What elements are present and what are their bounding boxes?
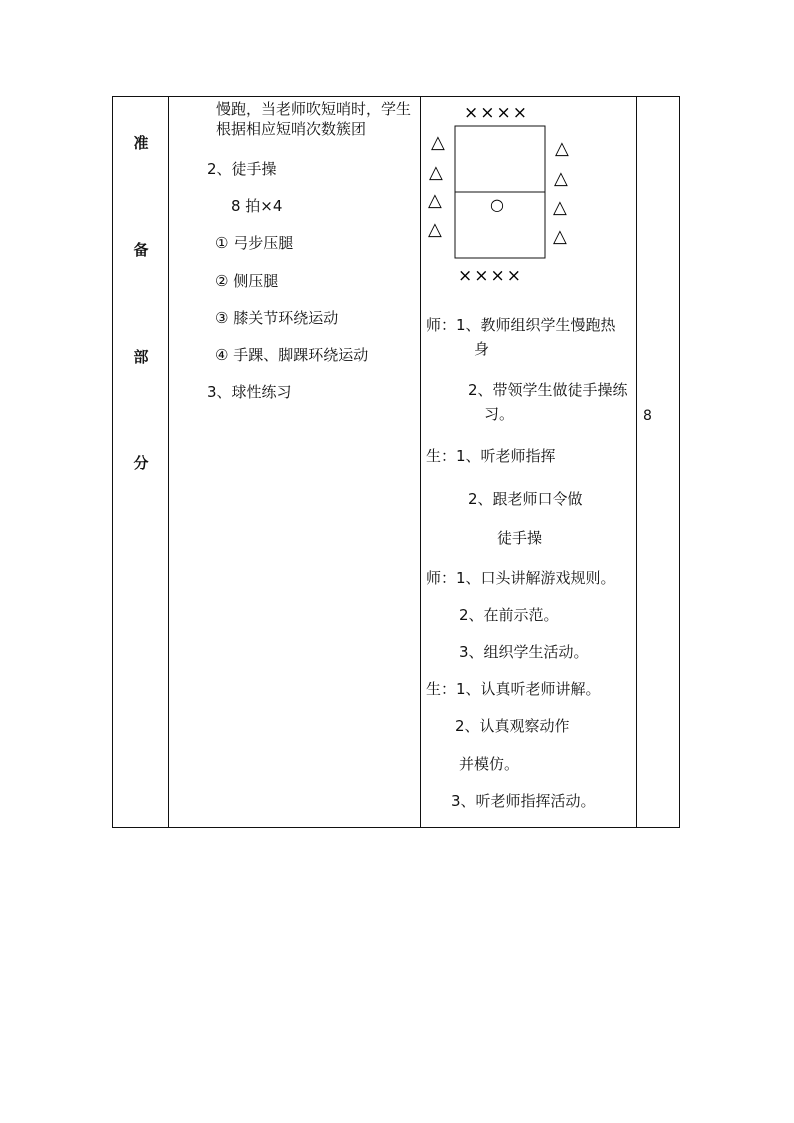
column-divider <box>636 96 637 828</box>
triangle-marker: △ <box>553 226 567 247</box>
content-item-2: 2、徒手操 <box>207 160 277 178</box>
org-student-line: 2、跟老师口令做 <box>468 490 583 508</box>
org-teacher-line: 师：1、教师组织学生慢跑热 <box>426 316 616 334</box>
exercise-item: ① 弓步压腿 <box>215 234 294 252</box>
org-teacher-line: 师：1、口头讲解游戏规则。 <box>426 569 616 587</box>
org-student-line: 并模仿。 <box>459 755 520 773</box>
org-student-line: 2、认真观察动作 <box>455 717 570 735</box>
time-minutes: 8 <box>643 408 652 424</box>
exercise-item: ③ 膝关节环绕运动 <box>215 309 339 327</box>
org-student-line: 徒手操 <box>497 529 543 547</box>
triangle-marker: △ <box>428 219 442 240</box>
section-char: 准 <box>133 134 149 152</box>
ball-marker: ○ <box>490 195 504 214</box>
org-teacher-line: 2、在前示范。 <box>459 606 559 624</box>
org-teacher-line: 2、带领学生做徒手操练 <box>468 381 628 399</box>
triangle-marker: △ <box>554 168 568 189</box>
org-student-line: 生：1、认真听老师讲解。 <box>426 680 601 698</box>
player-row-bottom: ×××× <box>458 266 523 286</box>
content-item-3: 3、球性练习 <box>207 383 292 401</box>
content-intro: 慢跑，当老师吹短哨时，学生根据相应短哨次数簇团 <box>216 100 412 138</box>
triangle-marker: △ <box>428 190 442 211</box>
org-teacher-line: 习。 <box>484 405 515 423</box>
triangle-marker: △ <box>431 132 445 153</box>
column-divider <box>168 96 169 828</box>
triangle-marker: △ <box>429 162 443 183</box>
section-char: 备 <box>133 241 149 259</box>
org-student-line: 生：1、听老师指挥 <box>426 447 556 465</box>
org-teacher-line: 身 <box>474 340 490 358</box>
section-char: 部 <box>133 348 149 366</box>
org-student-line: 3、听老师指挥活动。 <box>451 792 596 810</box>
field-diagram <box>420 96 636 296</box>
org-teacher-line: 3、组织学生活动。 <box>459 643 589 661</box>
triangle-marker: △ <box>555 138 569 159</box>
player-row-top: ×××× <box>464 103 529 123</box>
exercise-item: ② 侧压腿 <box>215 272 279 290</box>
exercise-item: ④ 手踝、脚踝环绕运动 <box>215 346 369 364</box>
section-char: 分 <box>133 454 149 472</box>
content-beats: 8 拍×4 <box>231 197 283 215</box>
triangle-marker: △ <box>553 197 567 218</box>
